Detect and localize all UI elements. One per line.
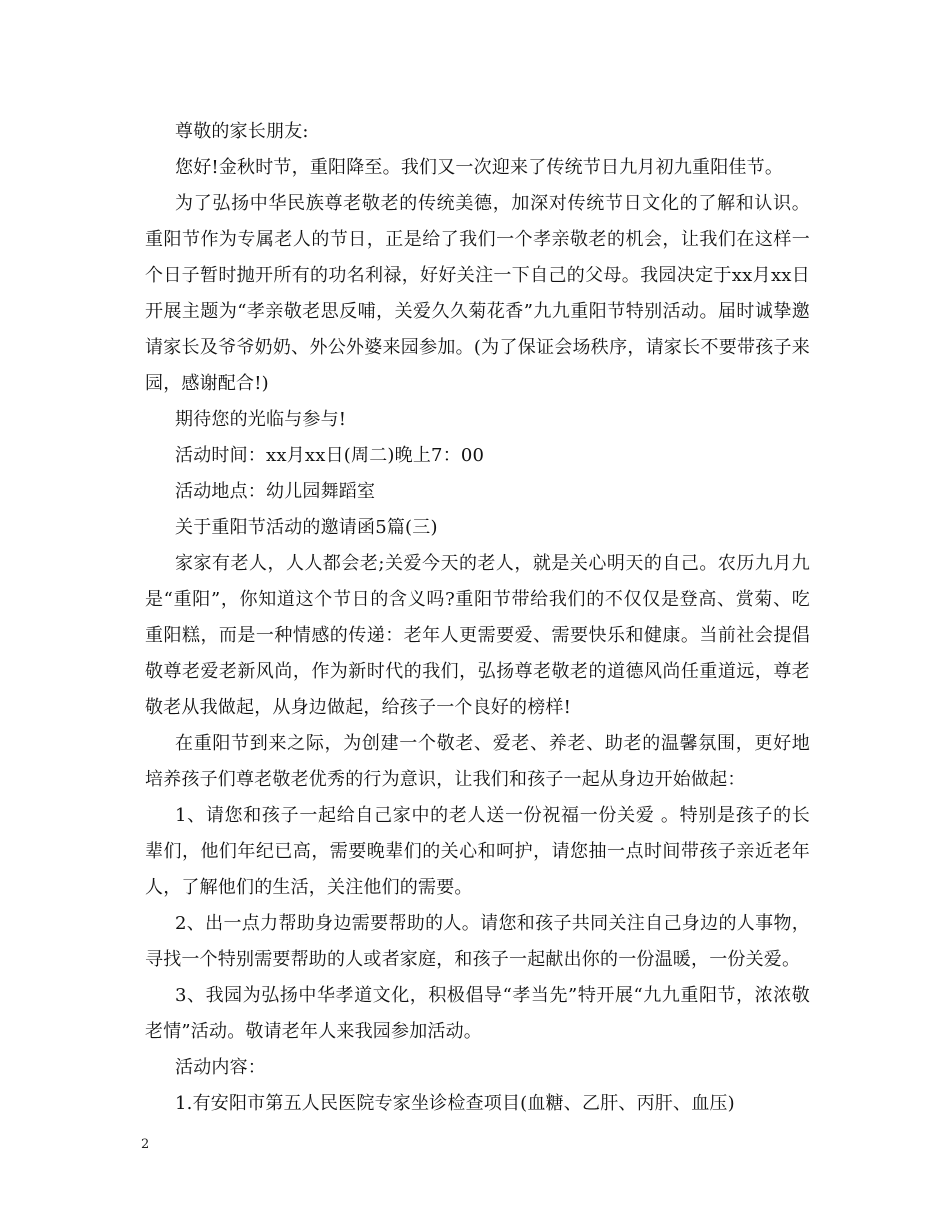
closing-line: 期待您的光临与参与! (175, 409, 347, 430)
document-body (145, 114, 810, 1122)
invitation-paragraph: 为了弘扬中华民族尊老敬老的传统美德，加深对传统节日文化的了解和认识。重阳节作为专属老人的节日，正是给了我们一个孝亲敬老的机会，让我们在这样一个日子暂时抛开所有的功名利禄，好好关注一下自己的父母。我园决定于xx月xx日开展主题为“孝亲敬老思反哺，关爱久久菊花香”九九重阳节特别活动。届时诚挚邀请家长及爷爷奶奶、外公外婆来园参加。(为了保证会场秩序，请家长不要带孩子来园，感谢配合!) (145, 193, 810, 394)
activity-item-1: 1.有安阳市第五人民医院专家坐诊检查项目(血糖、乙肝、丙肝、血压) (175, 1093, 735, 1114)
event-location: 活动地点：幼儿园舞蹈室 (175, 481, 376, 502)
list-item-1: 1、请您和孩子一起给自己家中的老人送一份祝福一份关爱 。特别是孩子的长辈们，他们年纪已高，需要晚辈们的关心和呵护，请您抽一点时间带孩子亲近老年人，了解他们的生活，关注他们的需要。 (145, 805, 810, 898)
purpose-paragraph: 在重阳节到来之际，为创建一个敬老、爱老、养老、助老的温馨氛围，更好地培养孩子们尊老敬老优秀的行为意识，让我们和孩子一起从身边开始做起： (145, 733, 810, 790)
intro-paragraph: 家家有老人，人人都会老;关爱今天的老人，就是关心明天的自己。农历九月九是“重阳”，你知道这个节日的含义吗?重阳节带给我们的不仅仅是登高、赏菊、吃重阳糕，而是一种情感的传递：老年人更需要爱、需要快乐和健康。当前社会提倡敬尊老爱老新风尚，作为新时代的我们，弘扬尊老敬老的道德风尚任重道远，尊老敬老从我做起，从身边做起，给孩子一个良好的榜样! (145, 553, 810, 718)
greeting-paragraph: 您好!金秋时节，重阳降至。我们又一次迎来了传统节日九月初九重阳佳节。 (175, 157, 784, 178)
page-number: 2 (141, 1137, 150, 1152)
activity-heading: 活动内容： (175, 1057, 266, 1078)
section-title: 关于重阳节活动的邀请函5篇(三) (175, 517, 438, 538)
salutation: 尊敬的家长朋友: (175, 121, 309, 142)
list-item-3: 3、我园为弘扬中华孝道文化，积极倡导“孝当先”特开展“九九重阳节，浓浓敬老情”活动。敬请老年人来我园参加活动。 (145, 985, 810, 1042)
event-time: 活动时间：xx月xx日(周二)晚上7：00 (175, 445, 485, 466)
list-item-2: 2、出一点力帮助身边需要帮助的人。请您和孩子共同关注自己身边的人事物，寻找一个特别需要帮助的人或者家庭，和孩子一起献出你的一份温暖，一份关爱。 (145, 913, 810, 970)
